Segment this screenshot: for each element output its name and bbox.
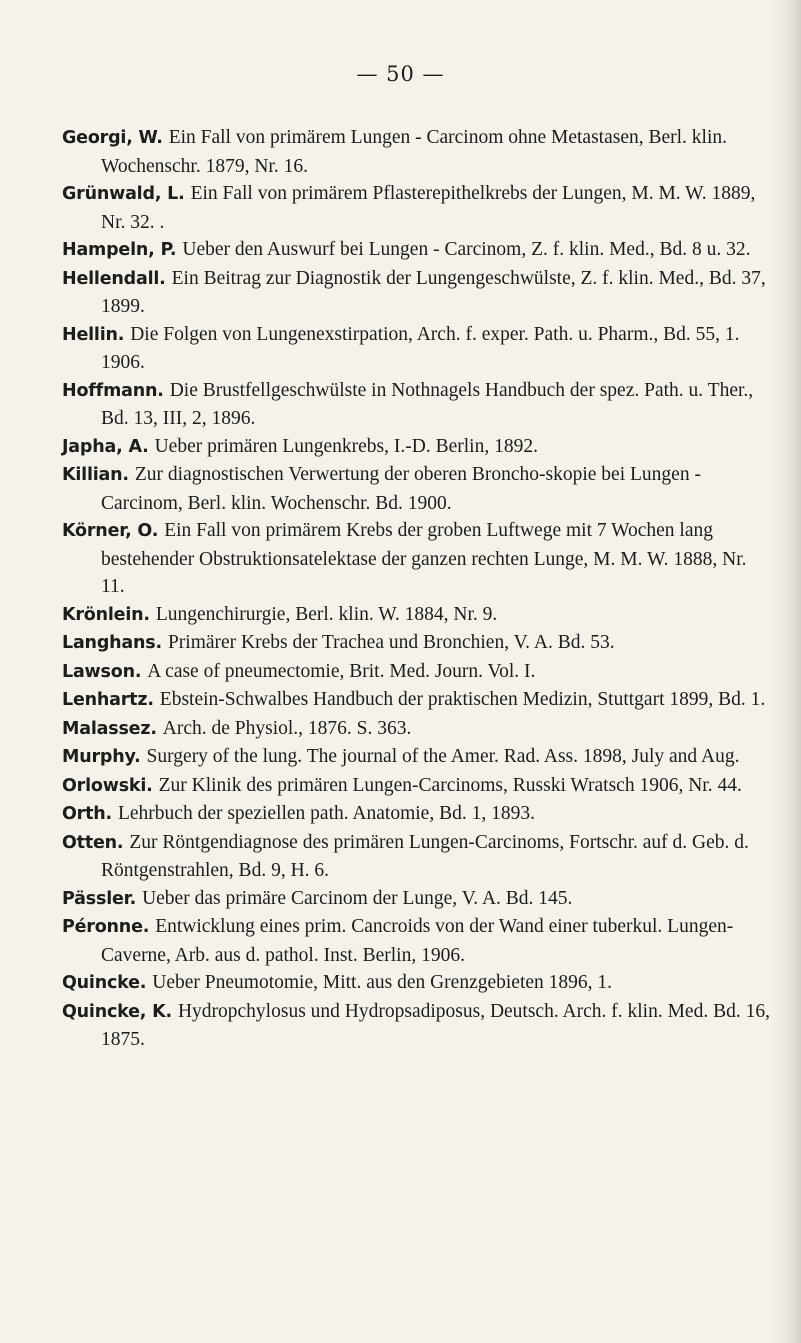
reference-author: Krönlein.	[62, 604, 150, 625]
reference-author: Quincke, K.	[62, 1001, 172, 1022]
reference-author: Körner, O.	[62, 521, 159, 541]
reference-text: Ein Fall von primärem Pflasterepithelkrebs der Lungen, M. M. W. 1889, Nr. 32. .	[101, 183, 756, 233]
reference-text: Hydropchylosus und Hydropsadiposus, Deutsch. Arch. f. klin. Med. Bd. 16, 1875.	[101, 1000, 770, 1050]
reference-author: Hellendall.	[62, 268, 166, 289]
reference-entry	[62, 658, 774, 687]
reference-entry	[62, 124, 774, 180]
reference-text: Ueber primären Lungenkrebs, I.-D. Berlin, 1892.	[154, 435, 538, 457]
reference-text: Zur diagnostischen Verwertung der oberen Broncho-skopie bei Lungen - Carcinom, Berl. klin. Wochenschr. Bd. 1900.	[101, 464, 701, 514]
reference-author: Grünwald, L.	[62, 184, 185, 204]
reference-text: A case of pneumectomie, Brit. Med. Journ. Vol. I.	[147, 660, 536, 682]
reference-author: Hellin.	[62, 324, 125, 345]
reference-text: Zur Röntgendiagnose des primären Lungen-Carcinoms, Fortschr. auf d. Geb. d. Röntgenstrahlen, Bd. 9, H. 6.	[101, 831, 749, 881]
reference-entry	[62, 321, 774, 377]
reference-text: Entwicklung eines prim. Cancroids von der Wand einer tuberkul. Lungen-Caverne, Arb. aus d. pathol. Inst. Berlin, 1906.	[101, 916, 734, 966]
reference-entry	[62, 998, 774, 1054]
reference-entry	[62, 772, 774, 801]
reference-entry	[62, 461, 774, 517]
reference-entry	[62, 433, 774, 462]
reference-text: Die Brustfellgeschwülste in Nothnagels Handbuch der spez. Path. u. Ther., Bd. 13, III, 2, 1896.	[101, 379, 754, 429]
reference-text: Lungenchirurgie, Berl. klin. W. 1884, Nr. 9.	[155, 603, 498, 625]
reference-text: Die Folgen von Lungenexstirpation, Arch. f. exper. Path. u. Pharm., Bd. 55, 1. 1906.	[101, 323, 740, 373]
reference-list	[62, 124, 774, 1054]
reference-author: Quincke.	[62, 973, 147, 993]
page-number: — 50 —	[356, 62, 445, 86]
reference-text: Arch. de Physiol., 1876. S. 363.	[162, 717, 412, 739]
reference-author: Otten.	[62, 832, 124, 853]
page-edge-shadow	[771, 0, 801, 1343]
reference-author: Orlowski.	[62, 775, 153, 796]
reference-entry	[62, 601, 774, 630]
reference-text: Lehrbuch der speziellen path. Anatomie, Bd. 1, 1893.	[117, 803, 535, 824]
reference-author: Killian.	[62, 465, 129, 485]
reference-author: Malassez.	[62, 718, 157, 739]
reference-author: Georgi, W.	[62, 128, 163, 148]
reference-entry	[62, 913, 774, 969]
reference-entry	[62, 180, 774, 236]
reference-author: Orth.	[62, 804, 112, 824]
reference-author: Péronne.	[62, 917, 150, 937]
reference-text: Primärer Krebs der Trachea und Bronchien, V. A. Bd. 53.	[167, 632, 615, 653]
reference-text: Ueber das primäre Carcinom der Lunge, V. A. Bd. 145.	[142, 887, 573, 909]
reference-text: Ebstein-Schwalbes Handbuch der praktischen Medizin, Stuttgart 1899, Bd. 1.	[159, 689, 766, 710]
reference-entry	[62, 377, 774, 433]
reference-entry	[62, 885, 774, 914]
reference-entry	[62, 715, 774, 744]
reference-entry	[62, 969, 774, 998]
reference-entry	[62, 743, 774, 772]
reference-author: Lawson.	[62, 661, 142, 682]
reference-text: Zur Klinik des primären Lungen-Carcinoms, Russki Wratsch 1906, Nr. 44.	[158, 774, 742, 796]
reference-author: Murphy.	[62, 747, 141, 767]
reference-text: Ein Fall von primärem Krebs der groben Luftwege mit 7 Wochen lang bestehender Obstruktionsatelektase der ganzen rechten Lunge, M. M. W. 1888, Nr. 11.	[101, 520, 747, 597]
reference-entry	[62, 629, 774, 658]
reference-text: Ueber den Auswurf bei Lungen - Carcinom, Z. f. klin. Med., Bd. 8 u. 32.	[182, 239, 751, 260]
reference-author: Pässler.	[62, 888, 137, 909]
reference-author: Langhans.	[62, 633, 162, 653]
reference-author: Japha, A.	[62, 436, 149, 457]
reference-entry	[62, 829, 774, 885]
reference-entry	[62, 265, 774, 321]
reference-author: Hoffmann.	[62, 380, 164, 401]
reference-text: Surgery of the lung. The journal of the Amer. Rad. Ass. 1898, July and Aug.	[146, 746, 740, 767]
reference-author: Lenhartz.	[62, 690, 154, 710]
reference-text: Ein Fall von primärem Lungen - Carcinom ohne Metastasen, Berl. klin. Wochenschr. 1879, Nr. 16.	[101, 127, 728, 177]
reference-text: Ueber Pneumotomie, Mitt. aus den Grenzgebieten 1896, 1.	[152, 972, 613, 993]
reference-entry	[62, 800, 774, 829]
reference-author: Hampeln, P.	[62, 240, 177, 260]
reference-entry	[62, 686, 774, 715]
reference-entry	[62, 236, 774, 265]
reference-entry	[62, 517, 774, 601]
reference-text: Ein Beitrag zur Diagnostik der Lungengeschwülste, Z. f. klin. Med., Bd. 37, 1899.	[101, 267, 766, 317]
